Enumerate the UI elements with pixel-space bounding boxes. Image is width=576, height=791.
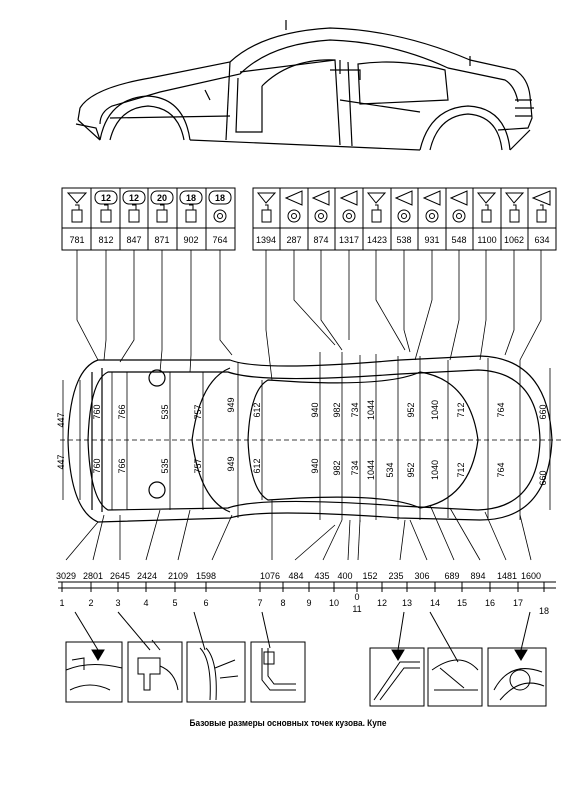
- figure-caption: Базовые размеры основных точек кузова. Купе: [189, 718, 387, 728]
- width-value: 949: [226, 456, 236, 472]
- station-number: 1: [59, 598, 65, 608]
- symbol-col-9: [478, 193, 495, 222]
- width-value: 712: [456, 462, 466, 478]
- station-number: 14: [429, 598, 441, 608]
- width-value: 734: [350, 460, 360, 476]
- station-number: 16: [484, 598, 496, 608]
- table-value: 812: [98, 235, 114, 245]
- width-value: 952: [406, 402, 416, 418]
- detail-inset-2: [118, 612, 182, 702]
- station-number: 2: [88, 598, 94, 608]
- width-value: 1044: [366, 459, 376, 481]
- symbol-col-7: [424, 191, 440, 222]
- station-number: 4: [143, 598, 149, 608]
- width-value: 949: [226, 397, 236, 413]
- symbol-col-2: [286, 191, 302, 222]
- table-value: 1100: [477, 235, 497, 245]
- symbol-col-10: [506, 193, 523, 222]
- detail-sketches: [66, 612, 546, 706]
- station-ticks: [62, 582, 544, 592]
- distance-value: 689: [444, 571, 460, 581]
- width-value: 757: [193, 404, 203, 420]
- table-value: 538: [396, 235, 412, 245]
- symbol-col-3: [313, 191, 329, 222]
- distance-value: 1598: [195, 571, 217, 581]
- plan-dimension-lines: [60, 352, 562, 522]
- station-number: 18: [538, 606, 550, 616]
- detail-inset-7: [488, 612, 546, 706]
- distance-value: 2645: [109, 571, 131, 581]
- station-number: 11: [352, 604, 362, 614]
- width-value: 660: [538, 470, 548, 486]
- dimension-table: [62, 188, 556, 250]
- width-value: 447: [56, 412, 66, 428]
- width-value: 940: [310, 458, 320, 474]
- table-value: 764: [212, 235, 228, 245]
- table-value: 874: [313, 235, 329, 245]
- detail-inset-4: [251, 612, 305, 702]
- detail-inset-1: [66, 612, 122, 702]
- car-plan-view: [68, 356, 552, 522]
- width-value: 734: [350, 402, 360, 418]
- width-value: 757: [193, 458, 203, 474]
- width-value: 660: [538, 404, 548, 420]
- symbol-triangle-down: [68, 193, 86, 222]
- width-value: 760: [92, 458, 102, 474]
- badge-12-b: [123, 191, 145, 222]
- badge-text: 20: [156, 193, 168, 203]
- table-value: 548: [451, 235, 467, 245]
- symbol-col-11: [533, 191, 550, 222]
- width-value: 1040: [430, 459, 440, 481]
- station-number: 8: [280, 598, 286, 608]
- distance-value: 235: [388, 571, 404, 581]
- width-value: 534: [385, 462, 395, 478]
- distance-value: 1600: [520, 571, 542, 581]
- distance-value: 894: [470, 571, 486, 581]
- table-value: 634: [534, 235, 550, 245]
- symbol-col-6: [396, 191, 412, 222]
- table-value: 871: [154, 235, 170, 245]
- car-side-view: [76, 20, 534, 150]
- detail-inset-5: [370, 612, 424, 706]
- station-number: 15: [456, 598, 468, 608]
- badge-18-b: [209, 191, 231, 222]
- table-value: 287: [286, 235, 302, 245]
- station-number: 12: [376, 598, 388, 608]
- width-value: 612: [252, 458, 262, 474]
- width-value: 982: [332, 402, 342, 418]
- distance-value: 1481: [496, 571, 518, 581]
- symbol-col-4: [341, 191, 357, 222]
- badge-text: 12: [100, 193, 112, 203]
- table-value: 1062: [503, 235, 525, 245]
- distance-value: 1076: [259, 571, 281, 581]
- table-value: 1394: [255, 235, 277, 245]
- station-number: 10: [328, 598, 340, 608]
- distance-value: 3029: [55, 571, 77, 581]
- distance-value: 435: [314, 571, 330, 581]
- badge-text: 18: [185, 193, 197, 203]
- badge-20: [151, 191, 173, 222]
- detail-inset-3: [187, 612, 245, 702]
- width-value: 712: [456, 402, 466, 418]
- table-value: 931: [424, 235, 440, 245]
- symbol-col-8: [451, 191, 467, 222]
- width-value: 982: [332, 460, 342, 476]
- width-value: 766: [117, 404, 127, 420]
- width-value: 1040: [430, 399, 440, 421]
- width-value: 764: [496, 462, 506, 478]
- table-value: 902: [183, 235, 199, 245]
- station-number: 3: [115, 598, 121, 608]
- station-number-labels: [59, 592, 549, 616]
- width-value: 447: [56, 454, 66, 470]
- width-value: 1044: [366, 399, 376, 421]
- distance-value: 152: [362, 571, 378, 581]
- width-value: 535: [160, 404, 170, 420]
- width-value: 766: [117, 458, 127, 474]
- station-number: 7: [257, 598, 263, 608]
- width-value: 612: [252, 402, 262, 418]
- width-value: 952: [406, 462, 416, 478]
- station-number: 17: [512, 598, 524, 608]
- station-number: 13: [401, 598, 413, 608]
- badge-12-a: [95, 191, 117, 222]
- station-number: 6: [203, 598, 209, 608]
- width-value: 764: [496, 402, 506, 418]
- distance-value: 2424: [136, 571, 158, 581]
- distance-value: 2801: [82, 571, 104, 581]
- station-number: 5: [172, 598, 178, 608]
- detail-inset-6: [428, 612, 482, 706]
- table-right-values: [256, 235, 550, 245]
- badge-text: 12: [128, 193, 140, 203]
- distance-value: 2109: [167, 571, 189, 581]
- table-value: 1423: [366, 235, 388, 245]
- station-distance-labels: [56, 571, 541, 581]
- distance-value: 306: [414, 571, 430, 581]
- symbol-col-5: [368, 193, 385, 222]
- station-number: 9: [306, 598, 312, 608]
- distance-value: 484: [288, 571, 304, 581]
- station-axis: [58, 582, 556, 588]
- table-value: 1317: [338, 235, 360, 245]
- symbol-col-1: [258, 193, 275, 222]
- badge-text: 18: [214, 193, 226, 203]
- table-value: 781: [69, 235, 85, 245]
- width-value: 940: [310, 402, 320, 418]
- distance-value: 400: [337, 571, 353, 581]
- table-value: 847: [126, 235, 142, 245]
- width-value: 535: [160, 458, 170, 474]
- badge-18-a: [180, 191, 202, 222]
- station-number: 0: [354, 592, 360, 602]
- width-value: 760: [92, 404, 102, 420]
